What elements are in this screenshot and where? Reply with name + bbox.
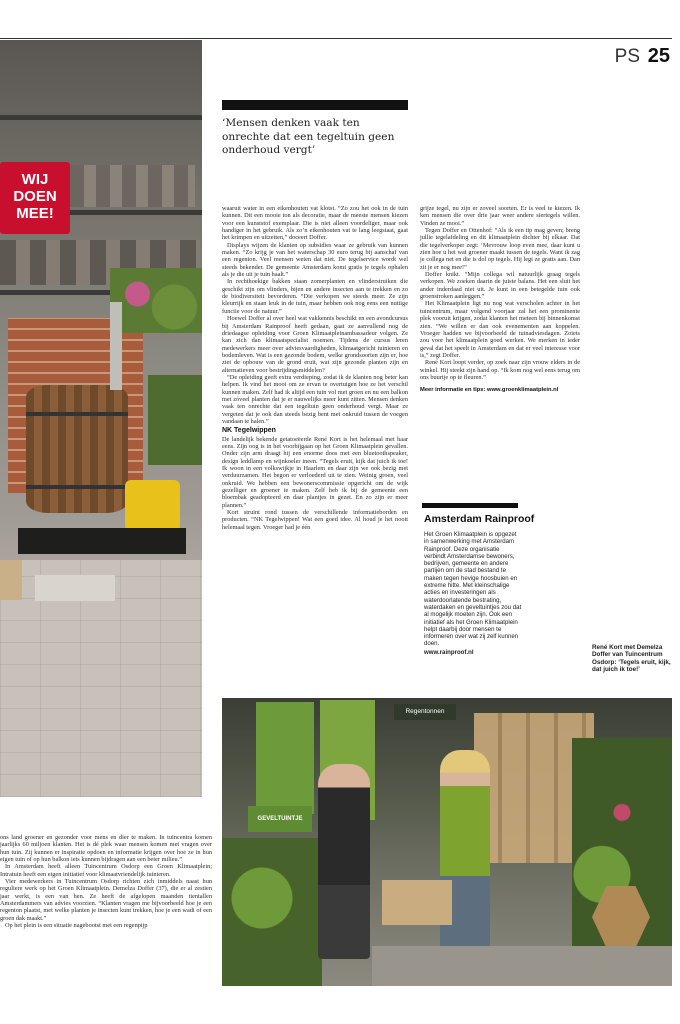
header-rule	[0, 38, 672, 39]
sign-text: WIJ DOEN MEE!	[13, 171, 57, 222]
paragraph: Kort struint rond tussen de verschillende informatieborden en producten. “NK Tegelwippen! Wat een goed idee. Al houd je het nooit helemaal tegen. Vroeger had je één	[222, 509, 408, 531]
page-number: 25	[647, 45, 670, 67]
downpipe	[110, 302, 122, 390]
paragraph: Doffer knikt. “Mijn collega wil natuurlijk graag tegels verkopen. We zoeken daarin de juiste balans. Het een sluit het ander inderdaad niet uit. Je kunt in een betegelde tuin ook groenstroken aanleggen.”	[420, 271, 580, 301]
floor-paving	[372, 946, 672, 986]
subheading: NK Tegelwippen	[222, 427, 276, 435]
article-column-bottom	[0, 834, 212, 929]
pull-quote-bar	[222, 100, 408, 110]
planter-base	[18, 528, 186, 554]
geveltuintje-sign: GEVELTUINTJE	[248, 806, 312, 832]
article-column-1	[222, 205, 408, 531]
pallet-planter	[382, 880, 452, 925]
photo-caption: René Kort met Demelza Doffer van Tuincentrum Osdorp: ‘Tegels eruit, kijk, dat juich ik toe!’	[592, 644, 671, 674]
paragraph: waaruit water in een eikenhouten vat klotst. “Zo zou het ook in de tuin kunnen. Dit een mooie ton als decoratie, maar de meeste mensen kiezen voor een kunststof exemplaar. Die is niet alleen voordeliger, maar ook handiger in het gebruik. Als zo’n eikenhouten vat te lang leegstaat, gaat het krimpen en uitzetten,” doceert Doffer.	[222, 205, 408, 242]
sidebar-title: Amsterdam Rainproof	[424, 513, 535, 525]
green-banner	[256, 702, 314, 814]
paragraph: Displays wijzen de klanten op subsidies waar ze gebruik van kunnen maken. “Zo krijg je van het waterschap 30 euro terug bij aanschaf van een regenton. Veel mensen weten dat niet. De tegelservice wordt wel steeds bekender. De gemeente Amsterdam komt gratis je tegels ophalen als je die uit je tuin haalt.”	[222, 241, 408, 279]
paragraph: “De opleiding geeft extra verdieping, zodat ik de klanten nog beter kan helpen. Ik vind het mooi om ze ervan te overtuigen hoe ze het verschil kunnen maken. Zelf had ik altijd een tuin vol met groen en nu een balkon met zóveel planten dat je er nauwelijks meer kunt zitten. Mensen denken vaak ten onrechte dat een tegeltuin geen onderhoud vergt. Maar ze vergeten dat je ook dan steeds bezig bent met onkruid tussen de voegen vandaan te halen.”	[222, 373, 408, 425]
paragraph: grijze tegel, nu zijn er zoveel soorten. Er is veel te kiezen. Ik ken mensen die over drie jaar weer andere siertegels willen. Vinden ze mooi.”	[420, 205, 580, 227]
rain-barrel	[26, 385, 128, 513]
sidebar-top-bar	[422, 503, 518, 508]
store-photo	[0, 40, 202, 797]
barrel-hoop	[26, 412, 128, 416]
shelf	[0, 115, 202, 120]
paragraph: Vier medewerkers in Tuincentrum Osdorp richten zich inmiddels naast hun reguliere werk op het Groen Klimaatplein. Demelza Doffer (37), die er al zestien jaar werkt, is een van hen. Ze heeft de afgelopen maanden tientallen Amsterdammers van advies voorzien. “Klanten vragen me bijvoorbeeld hoe je een regenton plaatst, met welke planten je insecten kunt trekken, hoe je een wadi of een groen dak maakt.”	[0, 878, 212, 922]
paragraph: De landelijk bekende getatoeëerde René Kort is het helemaal met haar eens. Zijn oog is in het voorbijgaan op het Groen Klimaatplein gevallen. Onder zijn arm draagt hij een enorme doos met een bluetoothspeaker, design leddlamp en wijnkoeler ineen. “Tegels eruit, kijk dat juich ik toe! Ik woon in een volkswijkje in Haarlem en daar zijn we ook bezig met verduurzamen. Het begon er verloederd uit te zien. Weinig groen, veel onkruid. We hebben een bewonerscommissie opgericht om de wijk gezelliger en groener te maken. Zelf heb ik bij de gemeente een bloembak geadopteerd en daar plantjes in gezet. En zo zijn er meer plannen.”	[222, 435, 408, 509]
paragraph: ons land groener en gezonder voor mens en dier te maken. In tuincentra komen jaarlijks 60 miljoen klanten. Het is dé plek waar mensen komen met vragen over hun tuin. Zij kunnen er inspiratie opdoen en informatie krijgen over hoe ze in hun eigen tuin of op hun balkon iets kunnen bijdragen aan een beter milieu.”	[0, 834, 212, 864]
plants	[222, 838, 322, 986]
sidebar-paragraph: Het Groen Klimaatplein is opgezet in samenwerking met Amsterdam Rainproof. Deze organisatie verbindt Amsterdamse bewoners, bedrijven, gemeente en andere partijen om de stad bestand te maken tegen hevige hoosbuien en extreme hitte. Met kleinschalige acties en investeringen als waterdoorlatende bestrating, waterdaken en geveltuintjes zou dat al mogelijk moeten zijn. Ook een initiatief als het Groen Klimaatplein helpt daarbij door mensen te informeren over wat zij zelf kunnen doen.	[424, 531, 522, 648]
sidebar-url[interactable]: www.rainproof.nl	[424, 648, 474, 656]
pots-row	[70, 165, 195, 207]
pull-quote: ‘Mensen denken vaak ten onrechte dat een tegeltuin geen onderhoud vergt’	[222, 117, 395, 157]
person-man	[318, 764, 370, 959]
barrel-hoop	[26, 485, 128, 489]
people-photo	[222, 698, 672, 986]
paragraph: Op het plein is een situatie nagebootst met een regenpijp	[5, 922, 148, 930]
floor-sign	[35, 575, 115, 601]
paragraph: In rechthoekige bakken staan zomerplanten en vlinderstruiken die geschikt zijn om vlinders, bijen en andere insecten aan te trekken en zo de biodiversiteit bevorderen. “Die verkopen we steeds meer. Ze zijn kleurrijk en staan leuk in de tuin, maar hebben ook nog eens een nuttige functie voor de natuur.”	[222, 278, 408, 315]
article-column-2	[420, 205, 580, 395]
section-label: PS	[614, 46, 640, 67]
plants	[148, 375, 202, 465]
yellow-watering-can	[125, 480, 180, 530]
paragraph: Het Klimaatplein ligt nu nog wat verscholen achter in het tuincentrum, maar volgend voorjaar zal het een prominente plek vooruit krijgen, zodat klanten het meteen bij binnenkomst zien. “We willen er dan ook evenementen aan koppelen. Vroeger hadden we bijvoorbeeld de tuinadviesdagen. Zoiets zou voor het klimaatplein goed werken. We merken in ieder geval dat het speelt in Amsterdam en dat er veel interesse voor is,” zegt Doffer.	[420, 300, 580, 359]
plants	[110, 268, 202, 333]
more-info-link[interactable]: Meer informatie en tips: www.groenklimaatplein.nl	[420, 387, 559, 394]
paragraph: Hoewel Doffer al over heel wat vakkennis beschikt en een avondcursus bij Amsterdam Rainproof heeft gedaan, gaat ze aanvullend nog de driedaagse opleiding voor Groen Klimaatpleinambassadeur volgen. Ze kan zich dan klimaatspecialist noemen. Tijdens de cursus leren medewerkers meer over adviesvaardigheden, klimaatgericht tuinieren en bodemleven. Wat is een gezonde bodem, welke grondsoorten zijn er, hoe ziet de opbouw van de grond eruit, wat zijn gezonde planten zijn en alternatieven voor bestrijdingsmiddelen?	[222, 315, 408, 374]
sidebar-body	[424, 531, 522, 656]
paragraph: In Amsterdam heeft alleen Tuincentrum Osdorp een Groen Klimaatplein; Intratuin heeft een eigen initiatief voor klimaatvriendelijk tuinieren.	[0, 863, 212, 878]
person-woman	[440, 750, 490, 975]
wood-crate	[0, 560, 22, 600]
regentonnen-sign: Regentonnen	[394, 704, 456, 720]
paragraph: Tegen Doffer en Ottenhof: “Als ik een tip mag geven; breng jullie tegelafdeling en dit klimaatplein dichter bij elkaar. Dat die tegelverkoper zegt: ‘Mevrouw loop even mee, daar kunt u zien hoe u het wat groener maakt tussen de tegels. Want ik zag je collega net en die is dol op tegels. Hij legt ze gratis aan. Dan zit je er nog mee!”	[420, 227, 580, 271]
paragraph: René Kort loopt verder, op zoek naar zijn vrouw elders in de winkel. Hij steekt zijn hand op. “Ik kom nog wel eens terug om ons buurtje op te fleuren.”	[420, 359, 580, 381]
